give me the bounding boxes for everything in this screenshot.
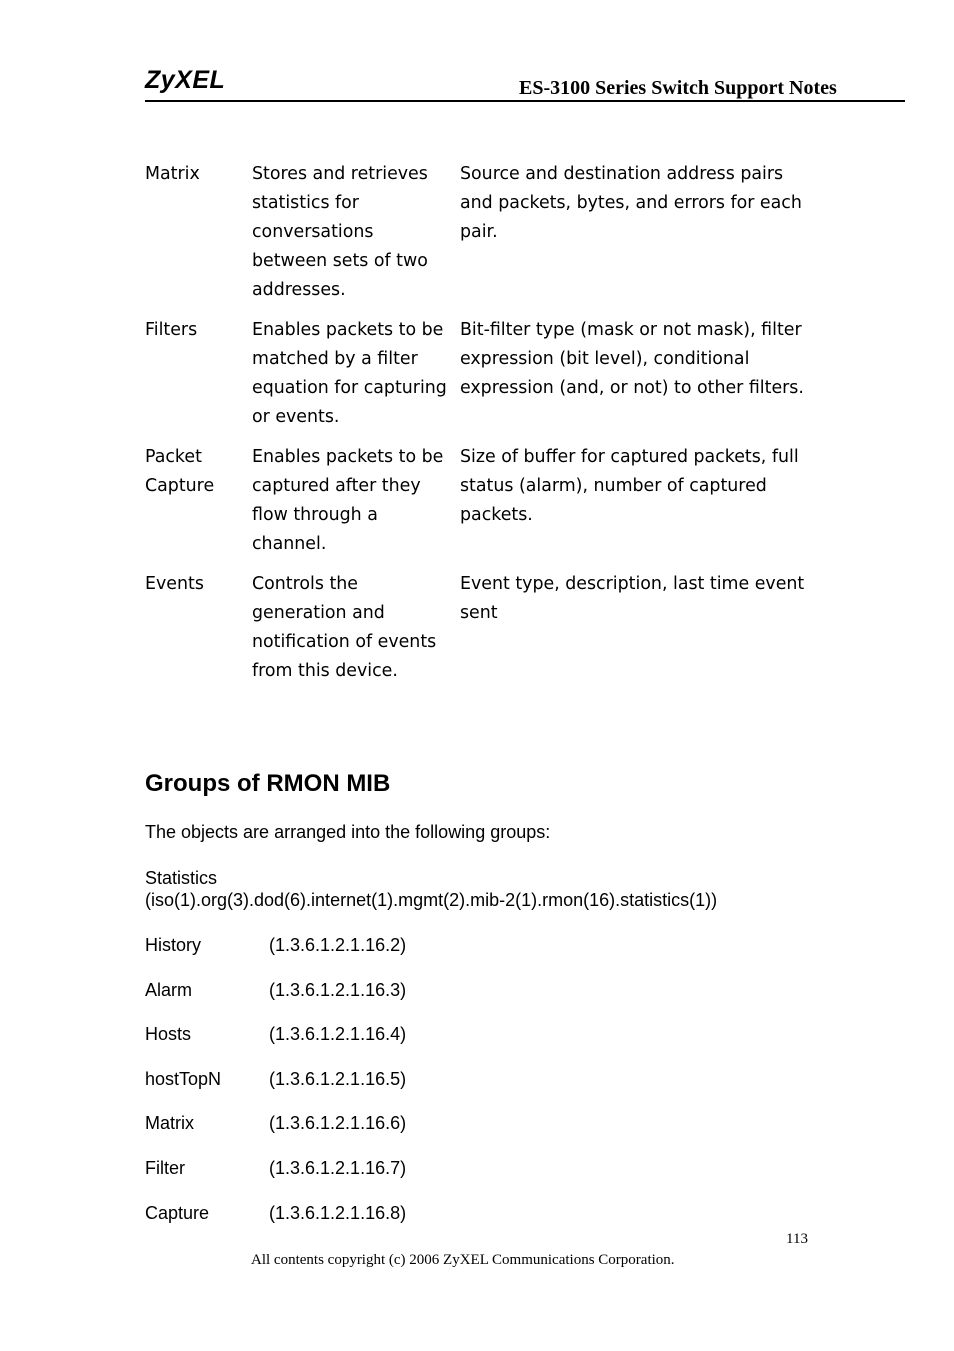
rmon-function-table (145, 160, 820, 697)
group-oid: (1.3.6.1.2.1.16.6) (269, 1113, 407, 1134)
group-oid: (1.3.6.1.2.1.16.8) (269, 1202, 407, 1223)
zyxel-logo: ZyXEL (145, 66, 226, 94)
group-name: Matrix (145, 1113, 194, 1134)
group-oid: (1.3.6.1.2.1.16.7) (269, 1157, 407, 1178)
table-cell-elements: Event type, description, last time event sent (460, 574, 805, 623)
group-name: Hosts (145, 1024, 192, 1045)
table-cell-function: Enables packets to be matched by a filter equation for capturing or events. (252, 320, 447, 427)
table-row (145, 160, 820, 316)
section-intro: The objects are arranged into the following groups: (145, 822, 551, 842)
statistics-oid: (iso(1).org(3).dod(6).internet(1).mgmt(2).mib-2(1).rmon(16).statistics(1)) (145, 890, 718, 910)
table-cell-group: Filters (145, 320, 198, 340)
group-name: Alarm (145, 979, 193, 1000)
header-rule (145, 100, 905, 102)
page-number: 113 (786, 1231, 808, 1247)
group-name: Filter (145, 1157, 185, 1178)
group-name: Capture (145, 1202, 210, 1223)
group-oid: (1.3.6.1.2.1.16.3) (269, 979, 407, 1000)
table-cell-group: Packet Capture (145, 447, 215, 496)
table-cell-group: Events (145, 574, 204, 594)
table-row (145, 570, 820, 697)
table-cell-function: Controls the generation and notification of events from this device. (252, 574, 437, 681)
copyright-notice: All contents copyright (c) 2006 ZyXEL Communications Corporation. (251, 1252, 675, 1268)
table-cell-group: Matrix (145, 164, 200, 184)
group-name: History (145, 935, 202, 955)
table-row (145, 316, 820, 443)
table-cell-elements: Source and destination address pairs and packets, bytes, and errors for each pair. (460, 164, 802, 242)
group-oid: (1.3.6.1.2.1.16.2) (269, 935, 407, 955)
header-title: ES-3100 Series Switch Support Notes (519, 77, 837, 99)
table-row (145, 443, 820, 570)
group-oid: (1.3.6.1.2.1.16.5) (269, 1068, 407, 1089)
group-oid: (1.3.6.1.2.1.16.4) (269, 1024, 407, 1045)
group-name: hostTopN (145, 1068, 222, 1089)
table-cell-elements: Size of buffer for captured packets, full status (alarm), number of captured packets. (460, 447, 799, 525)
section-title: Groups of RMON MIB (145, 770, 391, 797)
table-cell-elements: Bit-filter type (mask or not mask), filter expression (bit level), conditional expression (and, or not) to other filters. (460, 320, 804, 398)
table-cell-function: Enables packets to be captured after they flow through a channel. (252, 447, 444, 554)
statistics-label: Statistics (145, 868, 218, 888)
table-cell-function: Stores and retrieves statistics for conversations between sets of two addresses. (252, 164, 428, 300)
